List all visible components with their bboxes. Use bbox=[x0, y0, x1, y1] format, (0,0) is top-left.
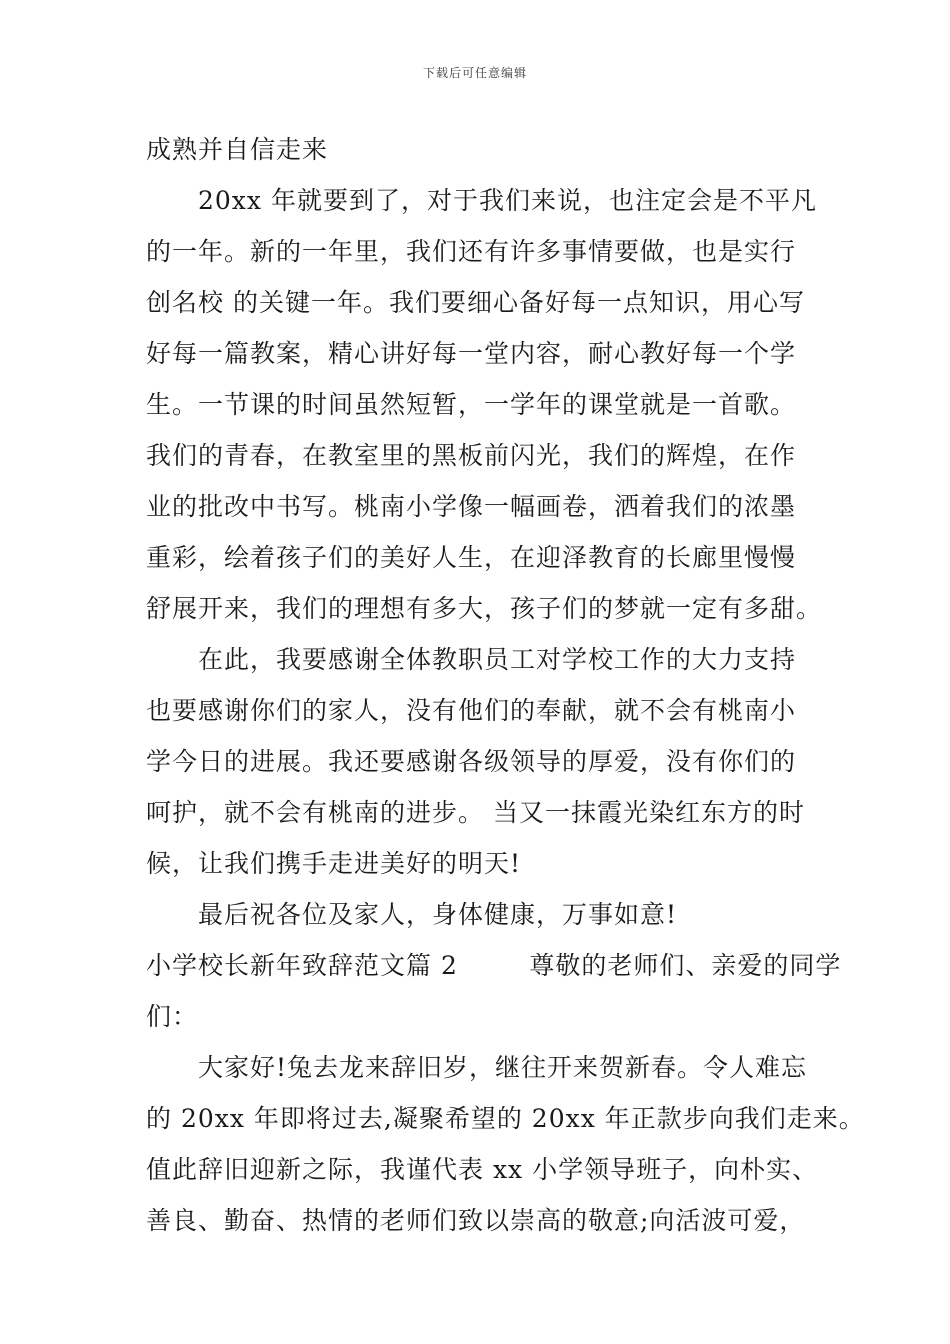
text-line: 呵护，就不会有桃南的进步。 当又一抹霞光染红东方的时 bbox=[146, 798, 805, 827]
header-note: 下载后可任意编辑 bbox=[422, 66, 527, 80]
text-line: 们： bbox=[146, 1002, 199, 1031]
text-line: 最后祝各位及家人，身体健康，万事如意! bbox=[198, 900, 678, 929]
text-line: 创名校 的关键一年。我们要细心备好每一点知识，用心写 bbox=[146, 288, 805, 317]
text-line: 生。一节课的时间虽然短暂，一学年的课堂就是一首歌。 bbox=[146, 390, 797, 419]
text-line: 学今日的进展。我还要感谢各级领导的厚爱，没有你们的 bbox=[146, 747, 797, 776]
text-line: 20xx 年就要到了，对于我们来说，也注定会是不平凡 bbox=[198, 186, 817, 215]
text-line: 大家好!兔去龙来辞旧岁，继往开来贺新春。令人难忘 bbox=[198, 1053, 808, 1082]
text-line: 的 20xx 年即将过去,凝聚希望的 20xx 年正款步向我们走来。 bbox=[146, 1104, 865, 1133]
text-line: 值此辞旧迎新之际，我谨代表 xx 小学领导班子，向朴实、 bbox=[146, 1155, 819, 1184]
document-body bbox=[146, 124, 865, 1246]
text-line: 候，让我们携手走进美好的明天! bbox=[146, 849, 522, 878]
text-line: 也要感谢你们的家人，没有他们的奉献，就不会有桃南小 bbox=[146, 696, 797, 725]
text-line: 在此，我要感谢全体教职员工对学校工作的大力支持 bbox=[198, 645, 797, 674]
text-line: 舒展开来，我们的理想有多大，孩子们的梦就一定有多甜。 bbox=[146, 594, 823, 623]
text-line: 成熟并自信走来 bbox=[146, 135, 329, 164]
text-line: 重彩，绘着孩子们的美好人生，在迎泽教育的长廊里慢慢 bbox=[146, 543, 797, 572]
section-title-line: 小学校长新年致辞范文篇 2 尊敬的老师们、亲爱的同学 bbox=[146, 951, 842, 980]
text-line: 我们的青春，在教室里的黑板前闪光，我们的辉煌，在作 bbox=[146, 441, 797, 470]
text-line: 业的批改中书写。桃南小学像一幅画卷，洒着我们的浓墨 bbox=[146, 492, 797, 521]
text-line: 的一年。新的一年里，我们还有许多事情要做，也是实行 bbox=[146, 237, 797, 266]
text-line: 好每一篇教案，精心讲好每一堂内容，耐心教好每一个学 bbox=[146, 339, 797, 368]
text-line: 善良、勤奋、热情的老师们致以崇高的敬意;向活波可爱， bbox=[146, 1206, 806, 1235]
